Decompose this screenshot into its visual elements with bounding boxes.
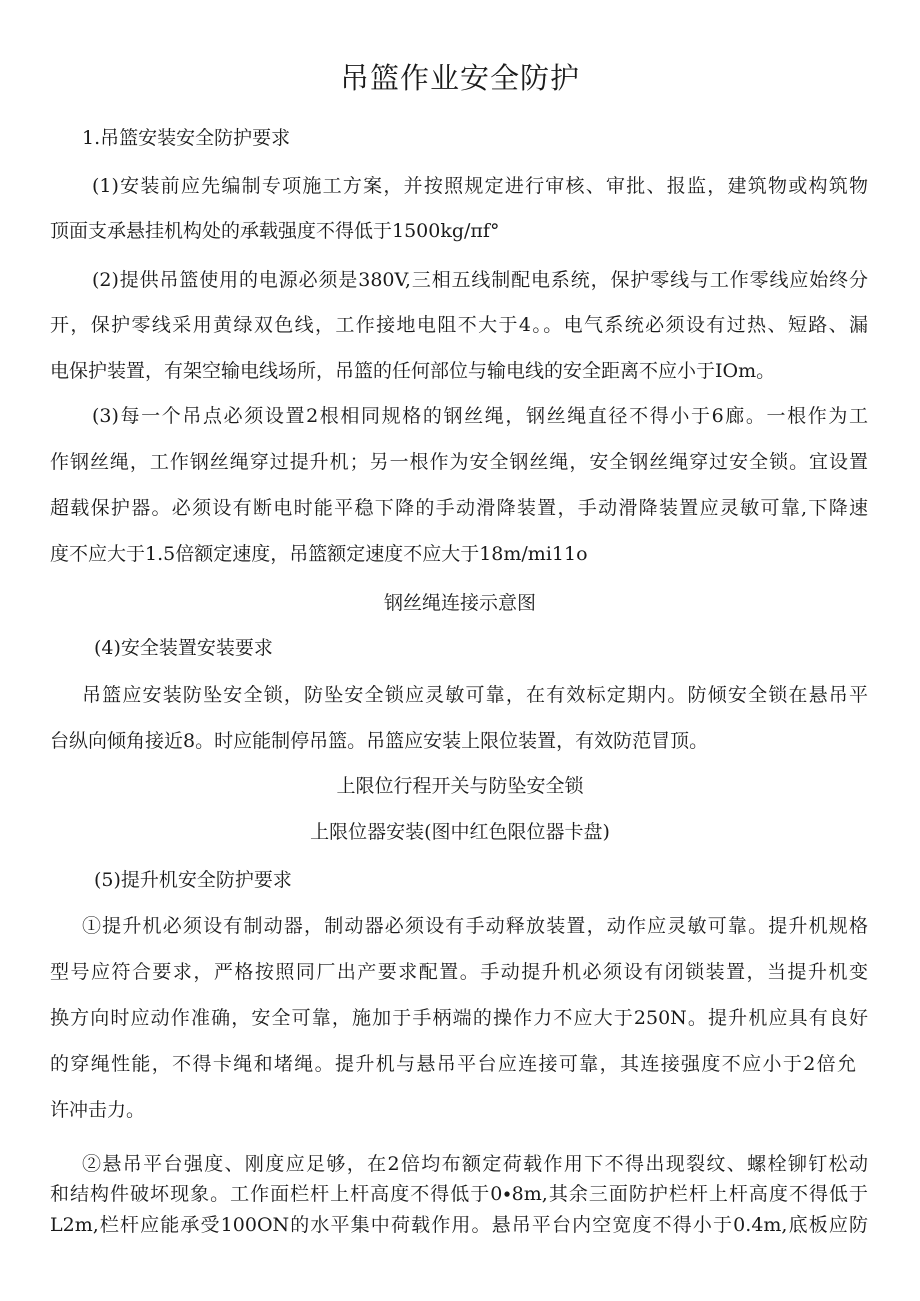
para4-line2: 台纵向倾角接近8。时应能制停吊篮。吊篮应安装上限位装置，有效防范冒顶。 [50, 730, 709, 752]
para2-line1: (2)提供吊篮使用的电源必须是380V,三相五线制配电系统，保护零线与工作零线应始终分 [92, 269, 868, 291]
figure-caption-rope: 钢丝绳连接示意图 [383, 592, 536, 614]
para6-line3: L2m,栏杆应能承受100ON的水平集中荷载作用。悬吊平台内空宽度不得小于0.4m,底板应防 [50, 1214, 868, 1236]
para6-line1: ②悬吊平台强度、刚度应足够，在2倍均布额定荷载作用下不得出现裂纹、螺栓铆钉松动 [82, 1153, 868, 1175]
para3-line3: 超载保护器。必须设有断电时能平稳下降的手动滑降装置，手动滑降装置应灵敏可靠,下降速 [50, 497, 868, 519]
para5-line1: ①提升机必须设有制动器，制动器必须设有手动释放装置，动作应灵敏可靠。提升机规格 [82, 915, 868, 937]
para5-line5: 许冲击力。 [50, 1099, 146, 1121]
para3-line1: (3)每一个吊点必须设置2根相同规格的钢丝绳，钢丝绳直径不得小于6廊。一根作为工 [92, 405, 868, 427]
figure-caption-limiter-install: 上限位器安装(图中红色限位器卡盘) [310, 821, 610, 843]
section-heading-4: (4)安全装置安装要求 [94, 637, 273, 659]
section-heading-1: 1.吊篮安装安全防护要求 [82, 127, 291, 149]
para2-line2: 开，保护零线采用黄绿双色线，工作接地电阻不大于4。。电气系统必须设有过热、短路、漏 [50, 314, 868, 336]
para2-line3: 电保护装置，有架空输电线场所，吊篮的任何部位与输电线的安全距离不应小于IOm。 [50, 360, 776, 382]
para4-line1: 吊篮应安装防坠安全锁，防坠安全锁应灵敏可靠，在有效标定期内。防倾安全锁在悬吊平 [82, 684, 868, 706]
para6-line2: 和结构件破坏现象。工作面栏杆上杆高度不得低于0∙8m,其余三面防护栏杆上杆高度不得低于 [50, 1183, 868, 1205]
para5-line3: 换方向时应动作准确，安全可靠，施加于手柄端的操作力不应大于250N。提升机应具有良好 [50, 1007, 868, 1029]
para1-line2: 顶面支承悬挂机构处的承载强度不得低于1500kg∕πf° [50, 220, 500, 242]
para1-line1: (1)安装前应先编制专项施工方案，并按照规定进行审核、审批、报监，建筑物或构筑物 [92, 175, 868, 197]
para5-line4: 的穿绳性能，不得卡绳和堵绳。提升机与悬吊平台应连接可靠，其连接强度不应小于2倍允 [50, 1053, 856, 1075]
para3-line2: 作钢丝绳，工作钢丝绳穿过提升机；另一根作为安全钢丝绳，安全钢丝绳穿过安全锁。宜设置 [50, 451, 868, 473]
page-title: 吊篮作业安全防护 [339, 61, 580, 95]
para5-line2: 型号应符合要求，严格按照同厂出产要求配置。手动提升机必须设有闭锁装置，当提升机变 [50, 961, 868, 983]
figure-caption-limit-switch: 上限位行程开关与防坠安全锁 [336, 775, 584, 797]
section-heading-5: (5)提升机安全防护要求 [94, 869, 292, 891]
para3-line4: 度不应大于1.5倍额定速度，吊篮额定速度不应大于18m∕mi11o [50, 543, 588, 565]
